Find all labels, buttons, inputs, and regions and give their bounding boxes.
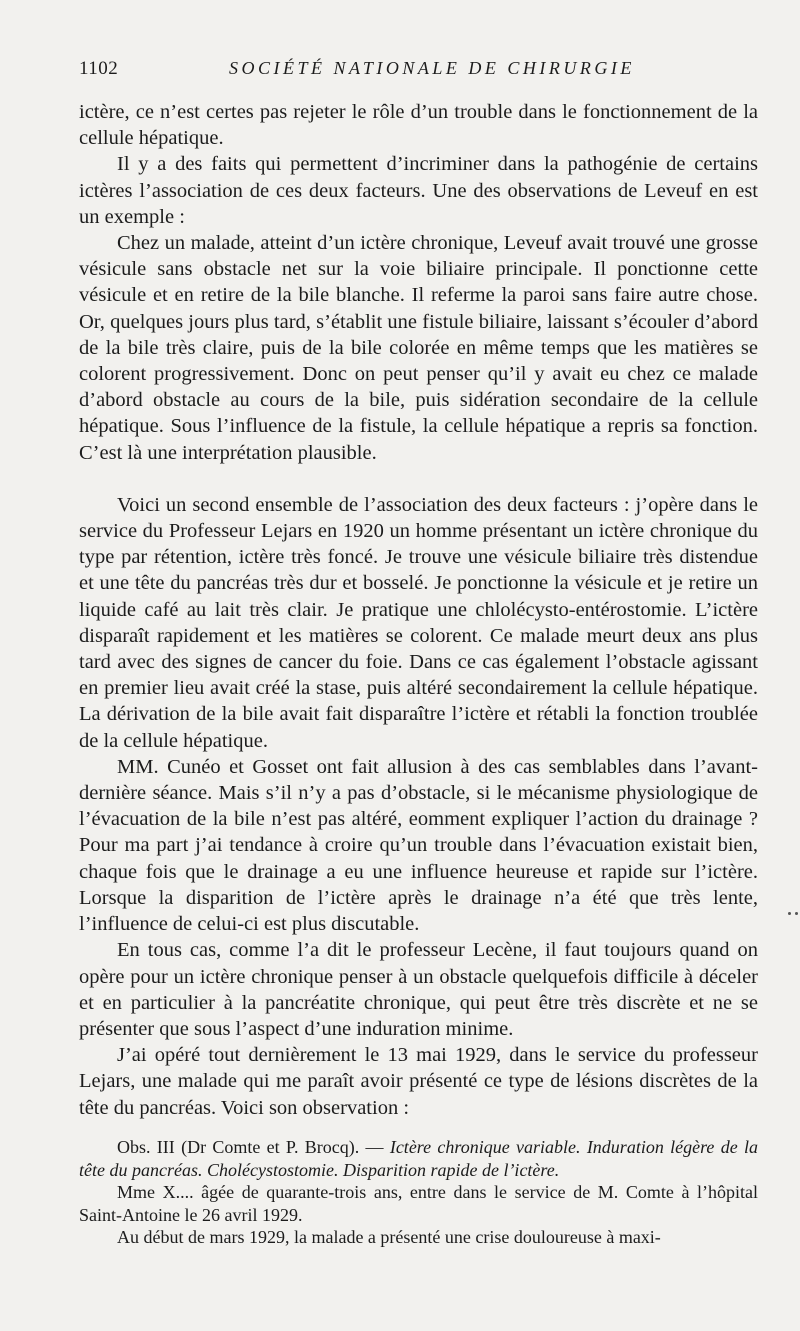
page-number: 1102 [79,58,119,79]
paragraph: MM. Cunéo et Gosset ont fait allusion à des cas semblables dans l’avant-dernière séance. Mais s’il n’y a pas d’obstacle, si le mécanisme physiologique de l’évacuation de la bile n’est pas altéré, eomment expliquer l’action du drainage ? Pour ma part j’ai tendance à croire qu’un trouble dans l’évacuation existait bien, chaque fois que le drainage a eu une influence heureuse et rapide sur l’ictère. Lorsque la disparition de l’ictère après le drainage n’a été que très lente, l’influence de celui-ci est plus discutable. [79,755,758,936]
page-speck [795,912,798,915]
observation-title: Ictère chronique variable. Induration légère de la tête du pancréas. Cholécystostomie. Disparition rapide de l’ictère. [79,1137,758,1180]
paragraph: Chez un malade, atteint d’un ictère chronique, Leveuf avait trouvé une grosse vésicule sans obstacle net sur la voie biliaire principale. Il ponctionne cette vésicule et en retire de la bile blanche. Il referme la paroi sans faire autre chose. Or, quelques jours plus tard, s’établit une fistule biliaire, laissant s’écouler d’abord de la bile très claire, puis de la bile colorée en même temps que les matières se colorent progressivement. Donc on peut penser qu’il y avait eu chez ce malade d’abord obstacle au cours de la bile, puis sidération secondaire de la cellule hépatique. Sous l’influence de la fistule, la cellule hépatique a repris sa fonction. C’est là une interprétation plausible. [79,232,758,464]
body-text [79,99,758,1121]
observation-heading [79,1136,758,1181]
paragraph: J’ai opéré tout dernièrement le 13 mai 1929, dans le service du professeur Lejars, une malade qui me paraît avoir présenté ce type de lésions discrètes de la tête du pancréas. Voici son observation : [79,1044,758,1119]
paragraph: En tous cas, comme l’a dit le professeur Lecène, il faut toujours quand on opère pour un ictère chronique penser à un obstacle quelquefois difficile à déceler et en particulier à la pancréatite chronique, qui peut être très discrète et ne se présenter que sous l’aspect d’une induration minime. [79,939,758,1040]
running-title: SOCIÉTÉ NATIONALE DE CHIRURGIE [229,58,635,78]
page-header [79,58,758,84]
paragraph: ictère, ce n’est certes pas rejeter le rôle d’un trouble dans le fonctionnement de la cellule hépatique. [79,101,758,150]
observation-line: Au début de mars 1929, la malade a présenté une crise douloureuse à maxi- [117,1227,661,1247]
paragraph: Voici un second ensemble de l’association des deux facteurs : j’opère dans le service du Professeur Lejars en 1920 un homme présentant un ictère chronique du type par rétention, ictère très foncé. Je trouve une vésicule biliaire très distendue et une tête du pancréas très dur et bosselé. Je ponctionne la vésicule et je retire un liquide café au lait très clair. Je pratique une chlolécysto-entérostomie. L’ictère disparaît rapidement et les matières se colorent. Ce malade meurt deux ans plus tard avec des signes de cancer du foie. Dans ce cas également l’obstacle agissant en premier lieu avait créé la stase, puis altéré secondairement la cellule hépatique. La dérivation de la bile avait fait disparaître l’ictère et rétabli la fonction troublée de la cellule hépatique. [79,493,758,752]
observation-block [79,1136,758,1249]
paragraph: Il y a des faits qui permettent d’incriminer dans la pathogénie de certains ictères l’association de ces deux facteurs. Une des observations de Leveuf en est un exemple : [79,153,758,228]
observation-label: Obs. III (Dr Comte et P. Brocq). — [117,1137,384,1157]
observation-line: Mme X.... âgée de quarante-trois ans, entre dans le service de M. Comte à l’hôpital Saint-Antoine le 26 avril 1929. [79,1182,758,1225]
page-speck [788,912,791,915]
paragraph-gap [79,466,758,492]
